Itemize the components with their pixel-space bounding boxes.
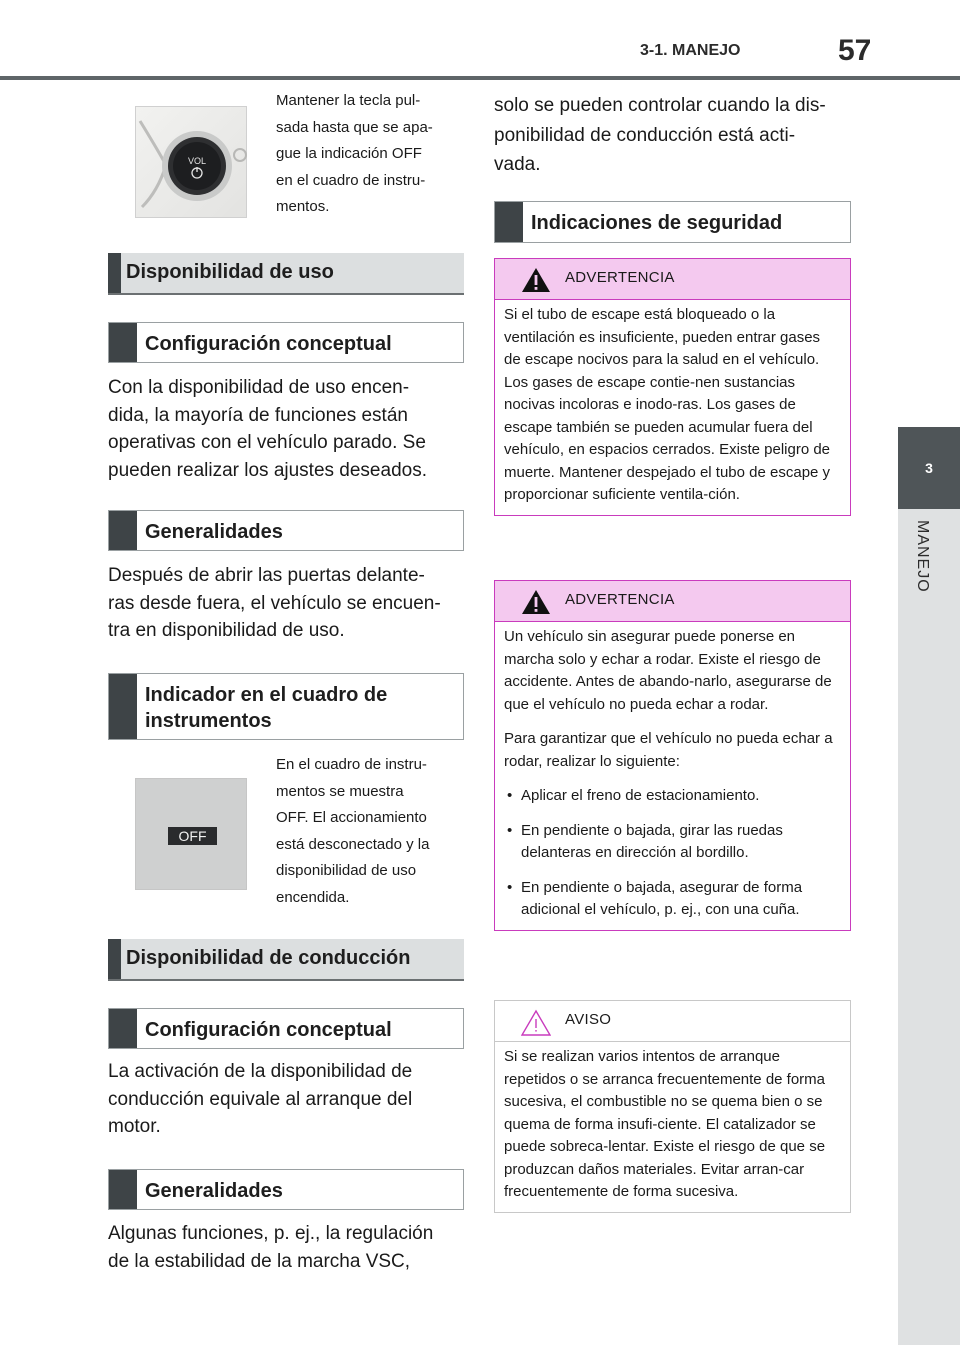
heading-text: Configuración conceptual [145, 333, 392, 355]
notice-triangle-icon [521, 1009, 551, 1037]
paragraph-conduccion: La activación de la disponibilidad de conducción equivale al arranque del motor. [108, 1061, 413, 1137]
warning-box-rodar [494, 580, 851, 931]
list-item-text: En pendiente o bajada, girar las ruedas delanteras en dirección al bordillo. [521, 821, 783, 861]
bullet-marker: • [507, 878, 513, 896]
section-title: 3-1. MANEJO [640, 42, 741, 59]
list-item-text: En pendiente o bajada, asegurar de forma adicional el vehículo, p. ej., con una cuña. [521, 878, 803, 918]
paragraph-puertas: Después de abrir las puertas delante- ras desde fuera, el vehículo se encuen- tra en disponibilidad de uso. [108, 565, 441, 641]
vol-knob-icon [136, 107, 248, 219]
list-item [504, 785, 840, 808]
warning-triangle-icon [521, 589, 551, 615]
heading-text: Generalidades [145, 521, 283, 543]
heading-seguridad [494, 201, 851, 243]
bullet-marker: • [507, 787, 513, 804]
notice-box [494, 1000, 851, 1213]
list-item [504, 877, 840, 922]
warning-text: Si el tubo de escape está bloqueado o la ventilación es insuficiente, pueden entrar gases de escape nocivos para la salud en el vehículo. Los gases de escape contie-nen sustancias nocivas incoloras e inodo-ras. Los gases de escape también se pueden acumular fuera del vehículo, en espacios cerrados. Existe peligro de muerte. Mantener despejado el tubo de escape y proporcionar suficiente ventila-ción. [504, 306, 831, 503]
heading-disponibilidad-conduccion [108, 939, 464, 981]
heading-indicador [108, 673, 464, 740]
page-number: 57 [838, 34, 872, 67]
heading-text: Indicador en el cuadro de instrumentos [145, 684, 388, 732]
list-item [504, 820, 840, 865]
off-indicator-label: OFF [168, 827, 217, 845]
warning-text-1: Un vehículo sin asegurar puede ponerse en marcha solo y echar a rodar. Existe el riesgo de accidente. Antes de abando-narlo, asegurarse de que el vehículo no pueda echar a rodar. [504, 628, 832, 713]
heading-generalidades-1 [108, 510, 464, 551]
warning-header [495, 581, 850, 622]
heading-configuracion-2 [108, 1008, 464, 1049]
heading-disponibilidad-uso [108, 253, 464, 295]
paragraph-uso: Con la disponibilidad de uso encen- dida, la mayoría de funciones están operativas con el vehículo parado. Se pueden realizar los ajustes deseados. [108, 377, 427, 481]
heading-generalidades-2 [108, 1169, 464, 1210]
header-rule [0, 76, 960, 80]
paragraph-funciones: Algunas funciones, p. ej., la regulación de la estabilidad de la marcha VSC, [108, 1223, 434, 1272]
heading-text: Disponibilidad de uso [126, 261, 334, 283]
warning-title: ADVERTENCIA [565, 269, 675, 286]
warning-box-escape [494, 258, 851, 516]
notice-header [495, 1001, 850, 1042]
warning-header [495, 259, 850, 300]
vol-knob-label: VOL [187, 156, 207, 166]
warning-title: ADVERTENCIA [565, 591, 675, 608]
vol-knob-image [135, 106, 247, 218]
heading-configuracion-1 [108, 322, 464, 363]
heading-text: Disponibilidad de conducción [126, 947, 411, 969]
off-indicator-image [135, 778, 247, 890]
heading-text: Indicaciones de seguridad [531, 212, 783, 234]
warning-triangle-icon [521, 267, 551, 293]
notice-title: AVISO [565, 1011, 612, 1028]
heading-text: Generalidades [145, 1180, 283, 1202]
chapter-tab: 3 [898, 427, 960, 509]
off-caption: En el cuadro de instru- mentos se muestra OFF. El accionamiento está desconectado y la disponibilidad de uso encendida. [276, 756, 430, 906]
warning-text-2: Para garantizar que el vehículo no pueda echar a rodar, realizar lo siguiente: [504, 730, 833, 770]
knob-caption: Mantener la tecla pul- sada hasta que se apa- gue la indicación OFF en el cuadro de instru- mentos. [276, 92, 433, 215]
list-item-text: Aplicar el freno de estacionamiento. [521, 787, 760, 804]
chapter-band [898, 509, 960, 1345]
heading-text: Configuración conceptual [145, 1019, 392, 1041]
chapter-label: MANEJO [914, 520, 931, 593]
bullet-marker: • [507, 821, 513, 839]
paragraph-continuacion: solo se pueden controlar cuando la dis- ponibilidad de conducción está acti- vada. [494, 95, 826, 175]
notice-text: Si se realizan varios intentos de arranque repetidos o se arranca frecuentemente de forma sucesiva, el combustible no se quema bien o se quema de forma insufi-ciente. El catalizador se puede sobreca-lentar. Existe el riesgo de que se produzcan daños materiales. Evitar arran-car frecuentemente de forma sucesiva. [504, 1048, 826, 1200]
